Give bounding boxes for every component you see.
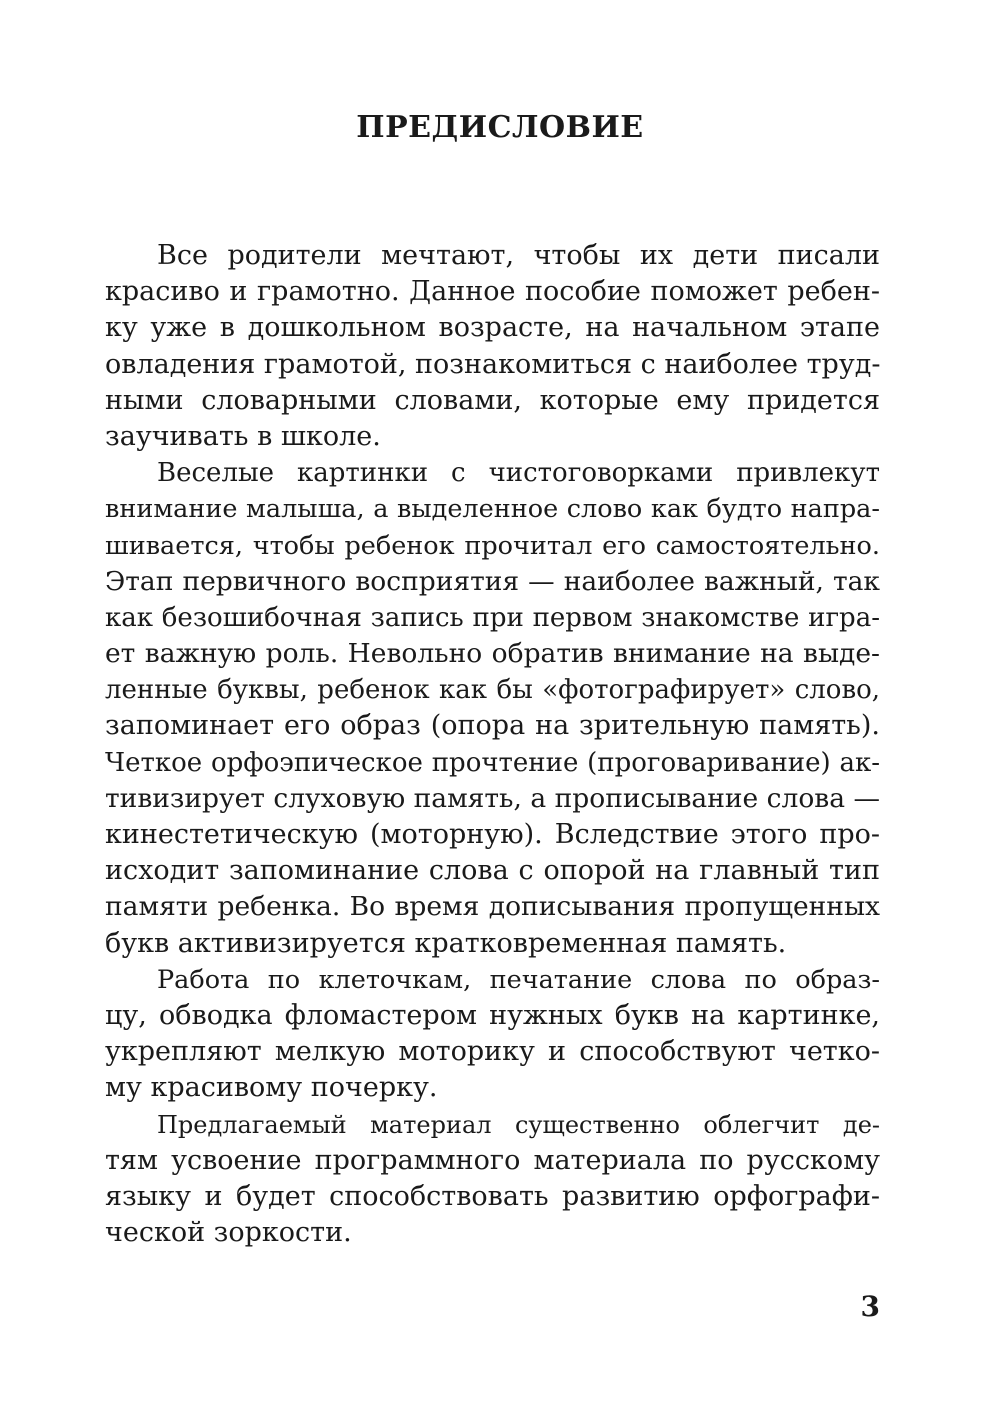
paragraph [105, 962, 880, 1107]
text-line: кинестетическую (моторную). Вследствие этого про- [105, 819, 880, 850]
text-line: му красивому почерку. [105, 1072, 438, 1104]
text-line: внимание малыша, а выделенное слово как будто напра- [105, 494, 880, 525]
text-line: Предлагаемый материал существенно облегчит де- [157, 1110, 880, 1139]
text-line: овладения грамотой, познакомиться с наиболее труд- [105, 348, 881, 380]
text-line: цу, обводка фломастером нужных букв на картинке, [105, 999, 880, 1031]
page-title: ПРЕДИСЛОВИЕ [356, 110, 644, 145]
text-line: ными словарными словами, которые ему придется [105, 384, 880, 416]
paragraph [105, 238, 880, 455]
text-line: Работа по клеточкам, печатание слова по образ- [157, 964, 880, 995]
text-line: тям усвоение программного материала по русскому [105, 1144, 880, 1176]
text-line: запоминает его образ (опора на зрительную память). [105, 710, 880, 742]
page-number: 3 [860, 1290, 880, 1323]
paragraph [105, 455, 880, 962]
preface-body [105, 238, 880, 1251]
text-line: ет важную роль. Невольно обратив внимание на выде- [105, 638, 880, 670]
text-line: тивизирует слуховую память, а прописывание слова — [105, 782, 880, 814]
text-line: красиво и грамотно. Данное пособие поможет ребен- [105, 276, 880, 308]
text-line: ку уже в дошкольном возрасте, на начальном этапе [105, 312, 880, 344]
text-line: Этап первичного восприятия — наиболее важный, так [105, 565, 880, 597]
text-line: памяти ребенка. Во время дописывания пропущенных [105, 891, 880, 923]
text-line: Четкое орфоэпическое прочтение (проговаривание) ак- [105, 747, 880, 778]
text-line: шивается, чтобы ребенок прочитал его самостоятельно. [105, 530, 880, 561]
text-line: языку и будет способствовать развитию орфографи- [105, 1180, 880, 1212]
paragraph [105, 1107, 880, 1252]
text-line: букв активизируется кратковременная память. [105, 927, 787, 959]
text-line: исходит запоминание слова с опорой на главный тип [105, 855, 880, 887]
text-line: ческой зоркости. [105, 1217, 352, 1249]
text-line: заучивать в школе. [105, 420, 381, 452]
text-line: Все родители мечтают, чтобы их дети писали [157, 240, 880, 271]
text-line: Веселые картинки с чистоговорками привлекут [157, 458, 880, 489]
text-line: как безошибочная запись при первом знакомстве игра- [105, 602, 880, 633]
text-line: укрепляют мелкую моторику и способствуют четко- [105, 1036, 880, 1068]
text-line: ленные буквы, ребенок как бы «фотографирует» слово, [105, 675, 880, 706]
